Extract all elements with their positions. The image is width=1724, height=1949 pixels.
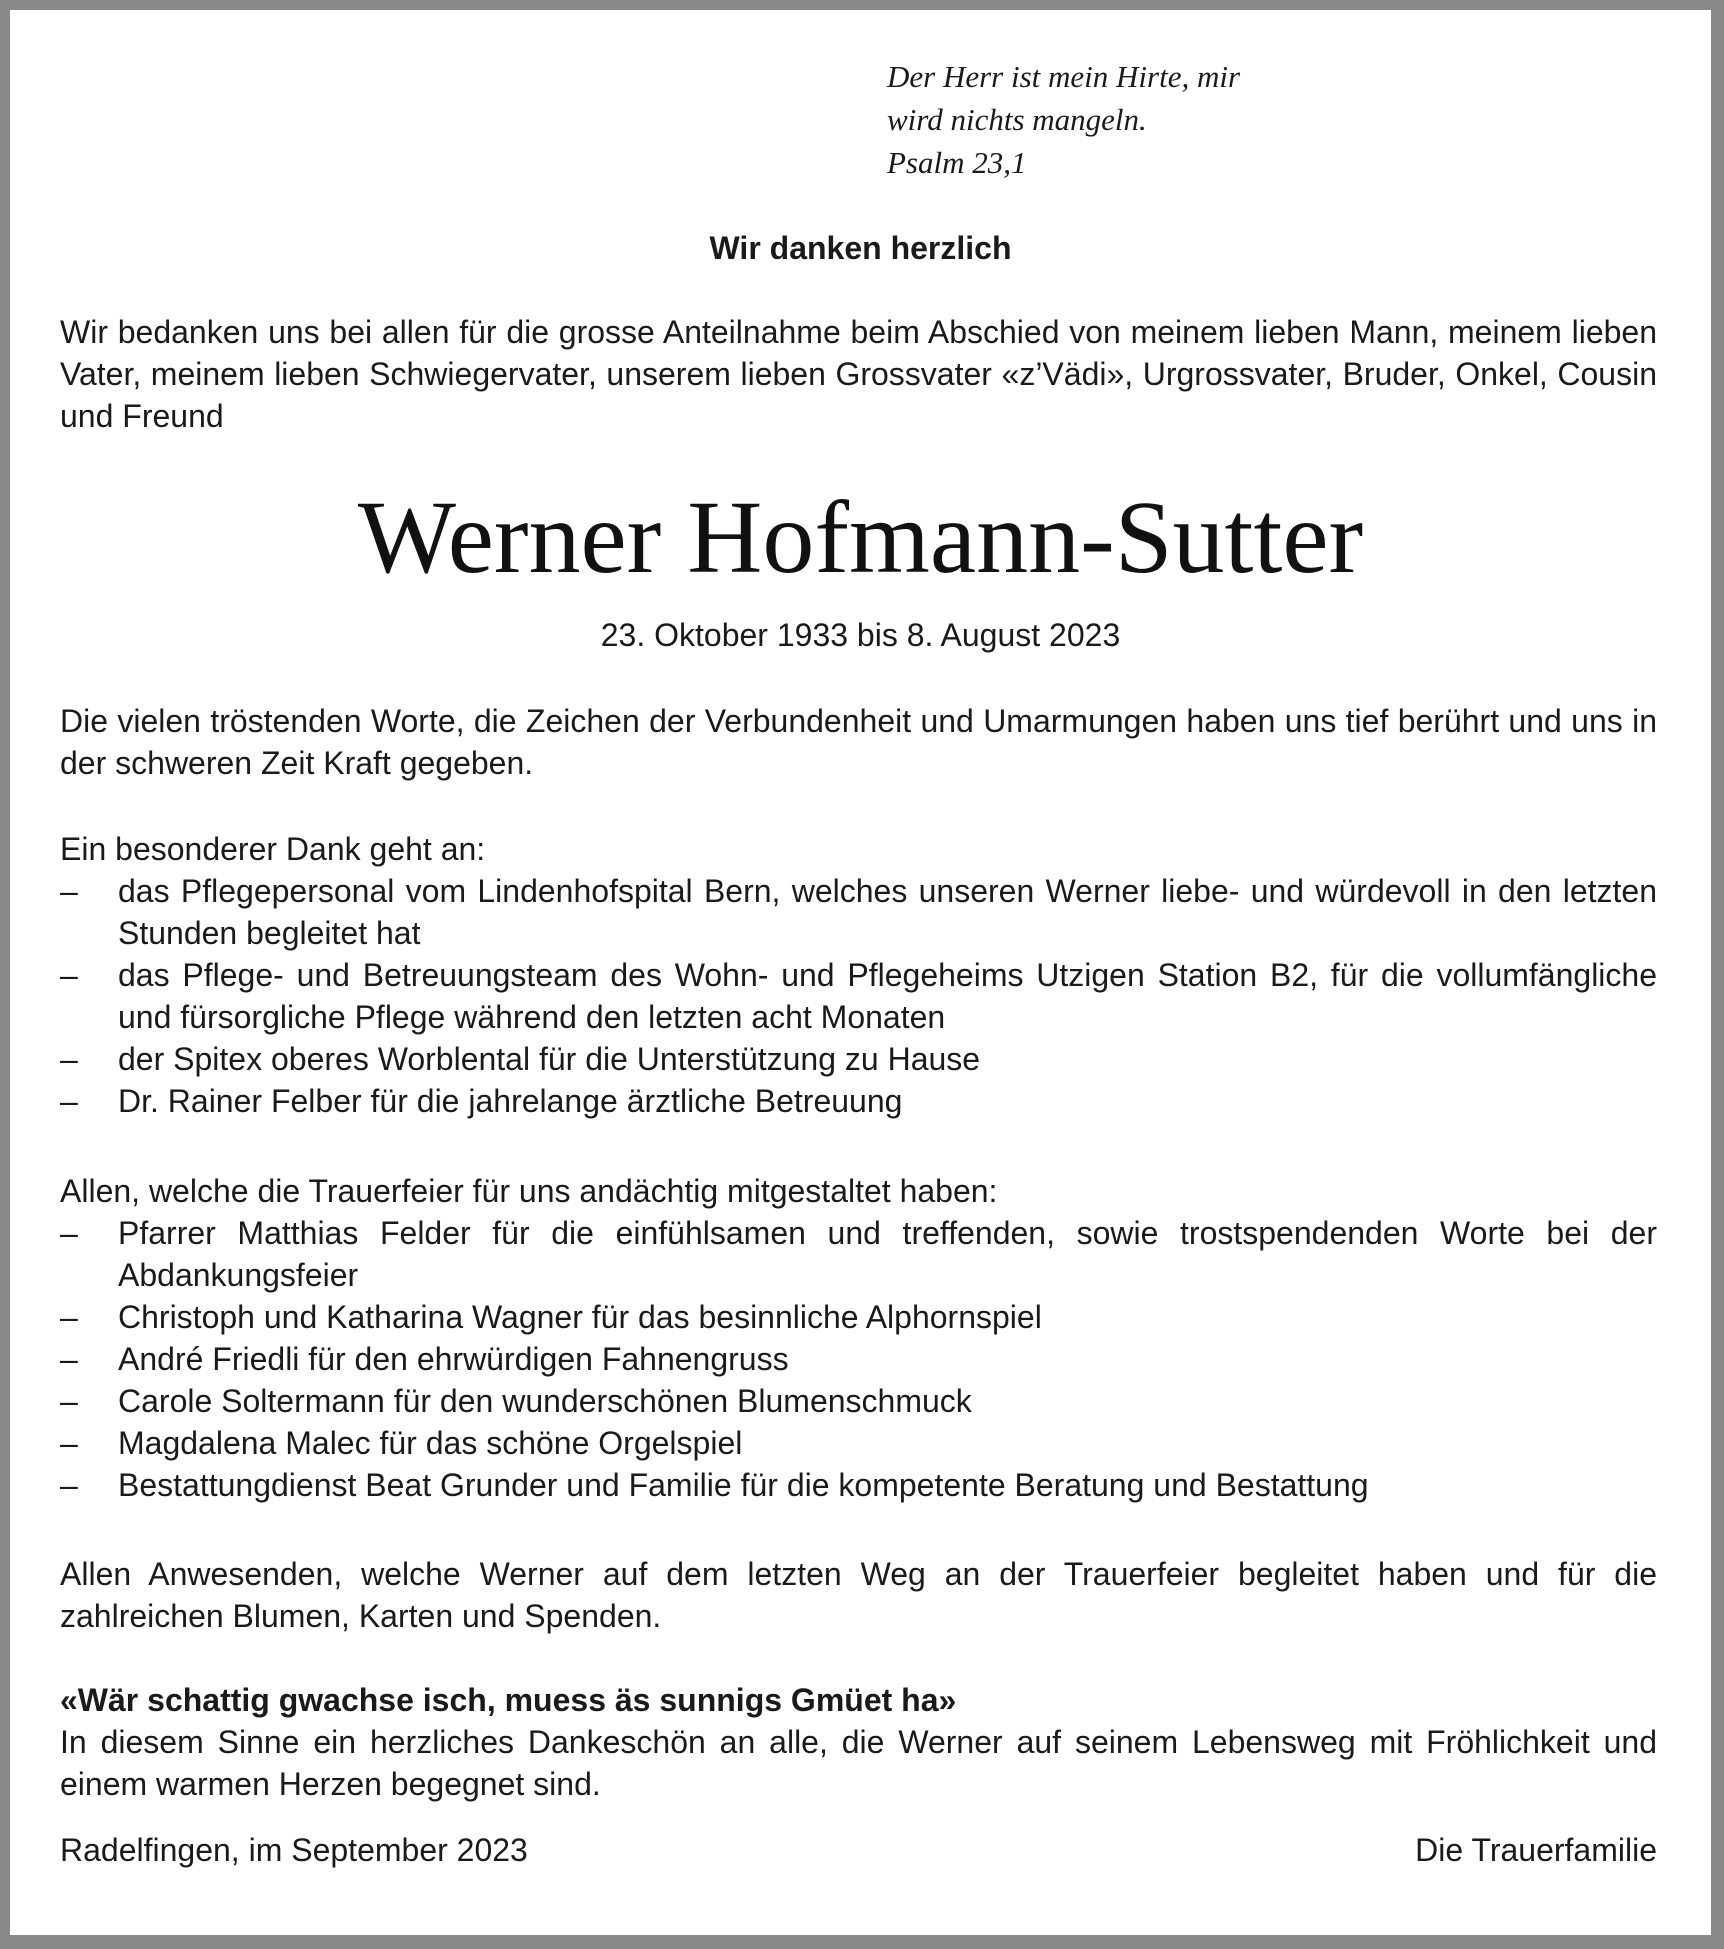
list-item bbox=[60, 1422, 1657, 1464]
dash-bullet: – bbox=[60, 1425, 78, 1461]
list-item-text: das Pflege- und Betreuungsteam des Wohn- und Pflegeheims Utzigen Station B2, für die vollumfängliche und fürsorgliche Pflege während den letzten acht Monaten bbox=[118, 957, 1657, 1035]
comfort-paragraph bbox=[60, 700, 1657, 784]
dash-bullet: – bbox=[60, 957, 78, 993]
dash-bullet: – bbox=[60, 1083, 78, 1119]
intro-paragraph bbox=[60, 311, 1657, 437]
psalm-quote bbox=[887, 55, 1240, 184]
list-item bbox=[60, 954, 1657, 1038]
psalm-reference: Psalm 23,1 bbox=[887, 145, 1027, 180]
life-dates: 23. Oktober 1933 bis 8. August 2023 bbox=[600, 617, 1121, 653]
special-thanks-section bbox=[60, 828, 1657, 1122]
dash-bullet: – bbox=[60, 1215, 78, 1251]
list-item-text: Christoph und Katharina Wagner für das besinnliche Alphornspiel bbox=[118, 1299, 1042, 1335]
special-thanks-list bbox=[60, 870, 1657, 1122]
list-item bbox=[60, 1296, 1657, 1338]
deceased-name: Werner Hofmann-Sutter bbox=[357, 480, 1364, 595]
dash-bullet: – bbox=[60, 1383, 78, 1419]
attendees-paragraph bbox=[60, 1553, 1657, 1637]
dash-bullet: – bbox=[60, 1041, 78, 1077]
ceremony-thanks-section bbox=[60, 1170, 1657, 1506]
list-item bbox=[60, 1038, 1657, 1080]
dash-bullet: – bbox=[60, 1341, 78, 1377]
dash-bullet: – bbox=[60, 1467, 78, 1503]
intro-text: Wir bedanken uns bei allen für die grosse Anteilnahme beim Abschied von meinem lieben Mann, meinem lieben Vater, meinem lieben Schwiegervater, unserem lieben Grossvater «z’Vädi», Urgrossvater, Bruder, Onkel, Cousin und Freund bbox=[60, 314, 1657, 434]
special-thanks-title: Ein besonderer Dank geht an: bbox=[60, 831, 486, 867]
list-item-text: das Pflegepersonal vom Lindenhofspital Bern, welches unseren Werner liebe- und würdevoll in den letzten Stunden begleitet hat bbox=[118, 873, 1657, 951]
list-item bbox=[60, 1338, 1657, 1380]
ceremony-thanks-title: Allen, welche die Trauerfeier für uns andächtig mitgestaltet haben: bbox=[60, 1173, 998, 1209]
psalm-line-1: Der Herr ist mein Hirte, mir bbox=[887, 59, 1241, 94]
list-item-text: Bestattungdienst Beat Grunder und Familie für die kompetente Beratung und Bestattung bbox=[118, 1467, 1369, 1503]
closing-section bbox=[60, 1679, 1657, 1805]
list-item-text: André Friedli für den ehrwürdigen Fahnengruss bbox=[118, 1341, 789, 1377]
signature: Die Trauerfamilie bbox=[1415, 1832, 1657, 1868]
place-and-date: Radelfingen, im September 2023 bbox=[60, 1832, 528, 1868]
closing-text: In diesem Sinne ein herzliches Dankeschön an alle, die Werner auf seinem Lebensweg mit Fröhlichkeit und einem warmen Herzen begegnet sind. bbox=[60, 1724, 1657, 1802]
dash-bullet: – bbox=[60, 873, 78, 909]
ceremony-thanks-list bbox=[60, 1212, 1657, 1506]
obituary-notice bbox=[10, 10, 1711, 1935]
attendees-text: Allen Anwesenden, welche Werner auf dem letzten Weg an der Trauerfeier begleitet haben und für die zahlreichen Blumen, Karten und Spenden. bbox=[60, 1556, 1657, 1634]
list-item bbox=[60, 1464, 1657, 1506]
comfort-text: Die vielen tröstenden Worte, die Zeichen der Verbundenheit und Umarmungen haben uns tief berührt und uns in der schweren Zeit Kraft gegeben. bbox=[60, 703, 1657, 781]
thank-you-heading: Wir danken herzlich bbox=[709, 230, 1012, 266]
list-item-text: der Spitex oberes Worblental für die Unterstützung zu Hause bbox=[118, 1041, 981, 1077]
list-item-text: Carole Soltermann für den wunderschönen Blumenschmuck bbox=[118, 1383, 972, 1419]
psalm-line-2: wird nichts mangeln. bbox=[887, 102, 1147, 137]
list-item bbox=[60, 870, 1657, 954]
dialect-quote: «Wär schattig gwachse isch, muess äs sunnigs Gmüet ha» bbox=[60, 1682, 957, 1718]
list-item bbox=[60, 1380, 1657, 1422]
list-item-text: Pfarrer Matthias Felder für die einfühlsamen und treffenden, sowie trostspendenden Worte bei der Abdankungsfeier bbox=[118, 1215, 1657, 1293]
list-item bbox=[60, 1212, 1657, 1296]
list-item-text: Dr. Rainer Felber für die jahrelange ärztliche Betreuung bbox=[118, 1083, 903, 1119]
list-item-text: Magdalena Malec für das schöne Orgelspiel bbox=[118, 1425, 743, 1461]
dash-bullet: – bbox=[60, 1299, 78, 1335]
list-item bbox=[60, 1080, 1657, 1122]
